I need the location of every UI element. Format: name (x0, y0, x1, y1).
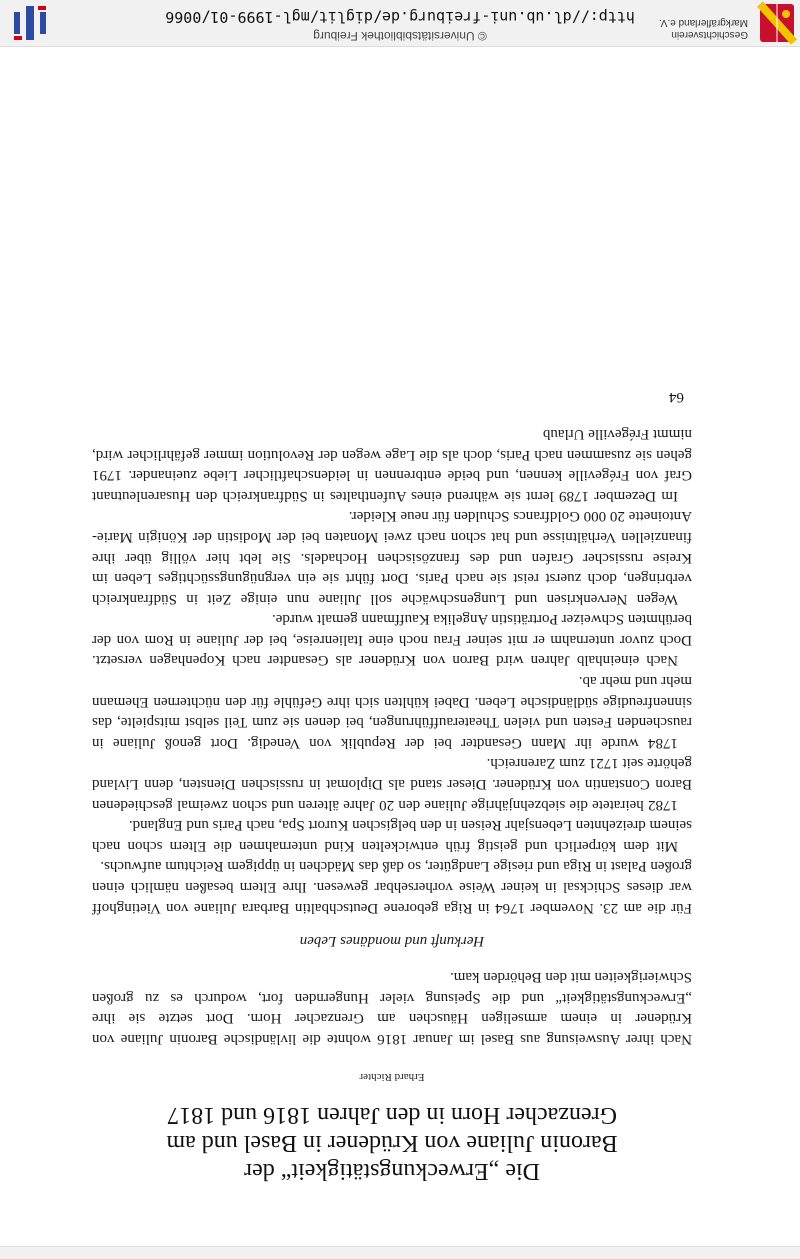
section-heading: Herkunft und mondänes Leben (299, 932, 485, 949)
article-author: Erhard Richter (359, 1071, 425, 1083)
title-line: Baronin Juliane von Krüdener in Basel und am (166, 1130, 618, 1156)
body-paragraph: Wegen Nervenkrisen und Lungenschwäche soll Juliane nun einige Zeit in Südfrankreich verbringen, doch zuerst reist sie nach Paris. Dort führt sie ein vergnügungssüchtiges Leben im Kreise russischer Grafen und des französischen Hochadels. Sie lebt hier völlig über ihre finanziellen Verhältnisse und hat schon nach zwei Monaten bei der Modistin der Königin Marie-Antoinette 20 000 Goldfrancs Schulden für neue Kleider. (92, 508, 692, 607)
permalink-url[interactable]: http://dl.ub.uni-freiburg.de/diglit/mgl-1999-01/0066 (165, 8, 635, 26)
intro-paragraph: Nach ihrer Ausweisung aus Basel im Januar 1816 wohnte die livländische Baronin Juliane von Krüdener in einem armseligen Häuschen am Grenzacher Horn. Dort setzte sie ihre „Erweckungstätigkeit“ und die Speisung vieler Hungernden fort, wodurch es zu großen Schwierigkeiten mit den Behörden kam. (92, 969, 692, 1047)
body-paragraph: Im Dezember 1789 lernt sie während eines Aufenthaltes in Südfrankreich den Husarenleutnant Graf von Frégeville kennen, und beide entbrennen in leidenschaftlicher Liebe zueinander. 1791 gehen sie zusammen nach Paris, doch als die Lage wegen der Revolution immer gefährlicher wird, nimmt Frégeville Urlaub (92, 425, 692, 504)
title-line: Die „Erweckungstätigkeit“ der (244, 1158, 540, 1184)
scanned-page-rotated (0, 46, 800, 1247)
body-paragraph: Nach eineinhalb Jahren wird Baron von Krüdener als Gesandter nach Kopenhagen versetzt. Doch zuvor unternahm er mit seiner Frau noch eine Italienreise, bei der Juliane in Rom von der berühmten Schweizer Porträtistin Angelika Kauffmann gemalt wurde. (92, 611, 692, 669)
header-inner (0, 0, 800, 46)
association-line: Markgräflerland e.V. (658, 17, 748, 28)
page-number: 64 (669, 389, 684, 406)
article-title (92, 1101, 692, 1185)
page-content (92, 388, 692, 1185)
body-paragraph: Für die am 23. November 1764 in Riga geborene Deutschbaltin Barbara Juliane von Vietinghoff war dieses Schicksal in keiner Weise vorhersehbar gewesen. Ihre Eltern besaßen nämlich einen großen Palast in Riga und riesige Landgüter, so daß das Mädchen in üppigem Reichtum aufwuchs. (92, 858, 692, 916)
digitization-header (0, 0, 800, 47)
association-line: Geschichtsverein (671, 29, 748, 40)
copyright-text: © Universitätsbibliothek Freiburg (313, 29, 487, 43)
bottom-footer-strip (0, 1246, 800, 1259)
body-paragraph: 1782 heiratete die siebzehnjährige Juliane den 20 Jahre älteren und schon zweimal geschiedenen Baron Constantin von Krüdener. Dieser stand als Diplomat in russischen Diensten, denn Livland gehörte seit 1721 zum Zarenreich. (92, 755, 692, 813)
title-line: Grenzacher Horn in den Jahren 1816 und 1817 (167, 1102, 617, 1128)
body-paragraph: Mit dem körperlich und geistig früh entwickelten Kind unternahmen die Eltern schon nach seinem dreizehnten Lebensjahr Reisen in den belgischen Kurort Spa, nach Paris und England. (92, 817, 692, 854)
body-paragraph: 1784 wurde ihr Mann Gesandter bei der Republik von Venedig. Dort genoß Juliane in rauschenden Festen und vielen Theateraufführungen, bei denen sie zum Teil selbst mitspielte, das sinnenfreudige südländische Leben. Dabei kühlten sich ihre Gefühle für den nüchternen Ehemann mehr und mehr ab. (92, 673, 692, 751)
university-library-logo-icon (10, 4, 50, 42)
